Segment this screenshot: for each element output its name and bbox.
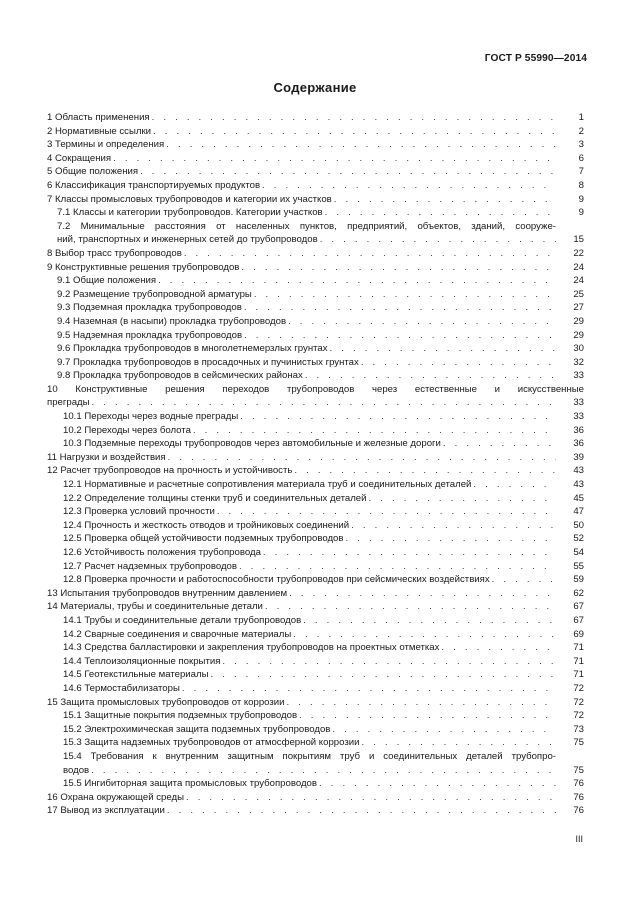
toc-entry-text: 10.2 Переходы через болота — [63, 424, 191, 436]
toc-entry-text: 12.2 Определение толщины стенки труб и соединительных деталей — [63, 492, 367, 504]
toc-entry-text: 12.8 Проверка прочности и работоспособности трубопроводов при сейсмических воздействиях — [63, 574, 490, 586]
toc-entry[interactable] — [47, 587, 584, 601]
dot-leader — [186, 791, 556, 805]
toc-entry[interactable] — [47, 179, 584, 193]
toc-entry-page: 67 — [573, 614, 584, 626]
toc-entry[interactable] — [47, 682, 584, 696]
dot-leader — [325, 206, 556, 220]
toc-entry[interactable] — [47, 410, 584, 424]
toc-entry-text: 12.4 Прочность и жесткость отводов и тройниковых соединений — [63, 519, 350, 531]
toc-entry[interactable] — [47, 274, 584, 288]
toc-entry[interactable] — [47, 573, 584, 587]
toc-entry[interactable] — [47, 478, 584, 492]
toc-entry[interactable] — [47, 383, 584, 410]
toc-entry-page: 43 — [573, 465, 584, 477]
toc-entry-page: 71 — [573, 642, 584, 654]
toc-entry-text: 15 Защита промысловых трубопроводов от коррозии — [47, 696, 285, 708]
toc-entry[interactable] — [47, 342, 584, 356]
toc-entry-page: 33 — [573, 397, 584, 409]
toc-entry-page: 45 — [573, 492, 584, 504]
toc-entry-page: 33 — [573, 411, 584, 423]
toc-entry-page: 43 — [573, 479, 584, 491]
toc-entry-text: 10.1 Переходы через водные преграды — [63, 411, 239, 423]
toc-entry[interactable] — [47, 220, 584, 247]
dot-leader — [289, 587, 556, 601]
dot-leader — [334, 193, 556, 207]
dot-leader — [167, 804, 556, 818]
toc-entry[interactable] — [47, 329, 584, 343]
toc-entry-page: 75 — [573, 737, 584, 749]
toc-entry-page: 71 — [573, 669, 584, 681]
toc-entry[interactable] — [47, 560, 584, 574]
toc-entry-page: 54 — [573, 547, 584, 558]
toc-entry[interactable] — [47, 655, 584, 669]
toc-entry-page: 76 — [573, 805, 584, 817]
toc-entry-page: 32 — [573, 356, 584, 368]
toc-entry-text: 14.6 Термостабилизаторы — [63, 682, 180, 694]
dot-leader — [443, 437, 556, 451]
toc-entry[interactable] — [47, 206, 584, 220]
toc-entry-text: 2 Нормативные ссылки — [47, 125, 152, 137]
toc-entry-text: 9.8 Прокладка трубопроводов в сейсмических районах — [57, 370, 303, 382]
toc-entry-page: 25 — [573, 288, 584, 300]
dot-leader — [210, 668, 556, 682]
toc-entry-page: 27 — [573, 302, 584, 314]
toc-entry[interactable] — [47, 519, 584, 533]
toc-entry-page: 9 — [578, 207, 584, 219]
toc-entry[interactable] — [47, 696, 584, 710]
dot-leader — [332, 723, 556, 737]
dot-leader — [182, 682, 556, 696]
toc-entry[interactable] — [47, 288, 584, 302]
toc-entry-text: 14.2 Сварные соединения и сварочные материалы — [63, 628, 292, 640]
dot-leader — [244, 301, 556, 315]
toc-entry-page: 72 — [573, 696, 584, 708]
dot-leader — [262, 179, 556, 193]
dot-leader — [288, 315, 556, 329]
toc-entry-page: 59 — [573, 574, 584, 586]
toc-entry-text: 12.7 Расчет надземных трубопроводов — [63, 560, 237, 572]
dot-leader — [91, 764, 556, 778]
toc-entry[interactable] — [47, 641, 584, 655]
page-number: III — [575, 834, 583, 844]
toc-entry-text: 9 Конструктивные решения трубопроводов — [47, 261, 240, 273]
toc-entry-text: 12 Расчет трубопроводов на прочность и устойчивость — [47, 465, 293, 477]
toc-entry[interactable] — [47, 723, 584, 737]
dot-leader — [222, 655, 556, 669]
toc-entry-page: 50 — [573, 519, 584, 531]
dot-leader — [92, 396, 556, 410]
toc-entry-text: 9.1 Общие положения — [57, 275, 157, 287]
dot-leader — [361, 356, 556, 370]
toc-entry[interactable] — [47, 600, 584, 614]
toc-entry-text: 15.4 Требования к внутренним защитным покрытиям труб и соединительных деталей трубопро- — [63, 750, 556, 762]
toc-entry-page: 55 — [573, 560, 584, 572]
toc-entry[interactable] — [47, 125, 584, 139]
toc-entry-text: 3 Термины и определения — [47, 139, 165, 151]
dot-leader — [299, 709, 556, 723]
toc-entry[interactable] — [47, 437, 584, 451]
dot-leader — [293, 628, 556, 642]
dot-leader — [241, 261, 556, 275]
toc-entry[interactable] — [47, 546, 584, 560]
dot-leader — [244, 329, 556, 343]
document-code-header: ГОСТ Р 55990—2014 — [484, 53, 587, 64]
toc-entry-page: 3 — [578, 139, 584, 151]
toc-entry[interactable] — [47, 369, 584, 383]
toc-entry-text: 15.1 Защитные покрытия подземных трубопроводов — [63, 710, 298, 722]
toc-entry[interactable] — [47, 111, 584, 125]
toc-entry-text: 14.3 Средства балластировки и закрепления трубопроводов на проектных отметках — [63, 642, 440, 654]
dot-leader — [351, 519, 556, 533]
dot-leader — [361, 736, 556, 750]
toc-entry-text: 1 Область применения — [47, 112, 150, 123]
toc-entry-page: 30 — [573, 343, 584, 355]
dot-leader — [330, 342, 556, 356]
toc-entry[interactable] — [47, 736, 584, 750]
toc-entry[interactable] — [47, 668, 584, 682]
toc-entry-page: 7 — [578, 166, 584, 178]
toc-entry-continuation: ний, транспортных и инженерных сетей до трубопроводов — [57, 234, 318, 246]
toc-entry-text: 6 Классификация транспортируемых продуктов — [47, 179, 261, 191]
toc-entry[interactable] — [47, 315, 584, 329]
toc-entry-page: 76 — [573, 778, 584, 790]
toc-entry-page: 29 — [573, 329, 584, 341]
toc-entry-page: 9 — [578, 193, 584, 205]
dot-leader — [492, 573, 556, 587]
dot-leader — [158, 274, 556, 288]
toc-entry-continuation: водов — [63, 764, 90, 776]
toc-entry[interactable] — [47, 505, 584, 519]
toc-entry-text: 7.1 Классы и категории трубопроводов. Категории участков — [57, 207, 323, 219]
toc-entry[interactable] — [47, 138, 584, 152]
toc-entry[interactable] — [47, 193, 584, 207]
dot-leader — [265, 600, 556, 614]
toc-entry-page: 24 — [573, 275, 584, 287]
page-title: Содержание — [273, 80, 357, 95]
toc-entry-text: 10.3 Подземные переходы трубопроводов через автомобильные и железные дороги — [63, 438, 441, 450]
dot-leader — [294, 464, 556, 478]
dot-leader — [319, 777, 556, 791]
toc-entry-text: 10 Конструктивные решения переходов трубопроводов через естественные и искусственные — [47, 383, 584, 395]
table-of-contents — [47, 111, 584, 818]
toc-entry[interactable] — [47, 709, 584, 723]
dot-leader — [193, 424, 556, 438]
toc-entry-text: 13 Испытания трубопроводов внутренним давлением — [47, 587, 288, 599]
toc-entry-page: 36 — [573, 438, 584, 450]
toc-entry-page: 69 — [573, 628, 584, 640]
toc-entry-page: 36 — [573, 424, 584, 436]
toc-entry[interactable] — [47, 532, 584, 546]
toc-entry-page: 2 — [578, 125, 584, 137]
dot-leader — [441, 641, 556, 655]
toc-entry[interactable] — [47, 804, 584, 818]
toc-entry-text: 15.5 Ингибиторная защита промысловых трубопроводов — [63, 778, 317, 790]
toc-entry-text: 9.6 Прокладка трубопроводов в многолетнемерзлых грунтах — [57, 343, 328, 355]
toc-entry-text: 14.5 Геотекстильные материалы — [63, 669, 209, 681]
toc-entry-page: 75 — [573, 764, 584, 776]
toc-entry-text: 12.1 Нормативные и расчетные сопротивления материала труб и соединительных деталей — [63, 479, 472, 491]
toc-entry-page: 39 — [573, 451, 584, 463]
toc-entry-text: 9.2 Размещение трубопроводной арматуры — [57, 288, 252, 300]
toc-entry-page: 22 — [573, 247, 584, 259]
dot-leader — [113, 152, 556, 166]
toc-entry-page: 76 — [573, 791, 584, 803]
toc-entry-text: 7 Классы промысловых трубопроводов и категории их участков — [47, 193, 332, 205]
toc-entry-page: 71 — [573, 655, 584, 667]
toc-entry[interactable] — [47, 165, 584, 179]
toc-entry-page: 8 — [578, 179, 584, 191]
toc-entry-text: 11 Нагрузки и воздействия — [47, 451, 166, 463]
toc-entry[interactable] — [47, 614, 584, 628]
dot-leader — [140, 165, 556, 179]
toc-entry-text: 12.5 Проверка общей устойчивости подземных трубопроводов — [63, 533, 344, 545]
toc-entry-text: 17 Вывод из эксплуатации — [47, 805, 165, 817]
toc-entry[interactable] — [47, 261, 584, 275]
toc-entry-text: 9.7 Прокладка трубопроводов в просадочных и пучинистых грунтах — [57, 356, 359, 368]
toc-entry-page: 15 — [573, 234, 584, 246]
toc-entry-page: 62 — [573, 587, 584, 599]
toc-entry-continuation: преграды — [47, 397, 90, 409]
toc-entry-page: 47 — [573, 506, 584, 518]
dot-leader — [153, 125, 556, 139]
toc-entry-page: 72 — [573, 682, 584, 694]
toc-entry-text: 15.2 Электрохимическая защита подземных трубопроводов — [63, 723, 331, 735]
toc-entry-page: 29 — [573, 315, 584, 327]
toc-entry[interactable] — [47, 301, 584, 315]
toc-entry-text: 14.4 Теплоизоляционные покрытия — [63, 655, 221, 667]
toc-entry-text: 7.2 Минимальные расстояния от населенных пунктов, предприятий, объектов, зданий, сооруже- — [57, 220, 556, 232]
dot-leader — [239, 560, 556, 574]
toc-entry[interactable] — [47, 492, 584, 506]
toc-entry-text: 9.4 Наземная (в насыпи) прокладка трубопроводов — [57, 315, 287, 327]
toc-entry-page: 72 — [573, 710, 584, 722]
dot-leader — [240, 410, 556, 424]
toc-entry[interactable] — [47, 356, 584, 370]
toc-entry-page: 6 — [578, 152, 584, 164]
dot-leader — [184, 247, 556, 261]
dot-leader — [303, 614, 556, 628]
toc-entry-page: 24 — [573, 261, 584, 273]
toc-entry[interactable] — [47, 424, 584, 438]
dot-leader — [473, 478, 556, 492]
toc-entry[interactable] — [47, 791, 584, 805]
toc-entry-text: 5 Общие положения — [47, 166, 139, 178]
toc-entry-page: 33 — [573, 370, 584, 382]
toc-entry-page: 52 — [573, 533, 584, 545]
dot-leader — [254, 288, 556, 302]
dot-leader — [369, 492, 557, 506]
toc-entry-text: 4 Сокращения — [47, 152, 112, 164]
toc-entry[interactable] — [47, 152, 584, 166]
toc-entry[interactable] — [47, 777, 584, 791]
toc-entry-page: 1 — [578, 112, 584, 123]
dot-leader — [217, 505, 556, 519]
toc-entry[interactable] — [47, 247, 584, 261]
toc-entry-page: 73 — [573, 723, 584, 735]
dot-leader — [166, 138, 556, 152]
dot-leader — [152, 111, 556, 125]
toc-entry-text: 14 Материалы, трубы и соединительные детали — [47, 601, 263, 613]
toc-entry-text: 9.3 Подземная прокладка трубопроводов — [57, 302, 242, 314]
toc-entry[interactable] — [47, 451, 584, 465]
dot-leader — [263, 546, 556, 560]
toc-entry[interactable] — [47, 750, 584, 777]
dot-leader — [168, 451, 556, 465]
toc-entry-page: 67 — [573, 601, 584, 613]
toc-entry[interactable] — [47, 628, 584, 642]
toc-entry-text: 12.6 Устойчивость положения трубопровода — [63, 547, 261, 558]
toc-entry[interactable] — [47, 464, 584, 478]
dot-leader — [345, 532, 556, 546]
toc-entry-text: 16 Охрана окружающей среды — [47, 791, 184, 803]
dot-leader — [287, 696, 556, 710]
toc-entry-text: 9.5 Надземная прокладка трубопроводов — [57, 329, 243, 341]
dot-leader — [305, 369, 556, 383]
toc-entry-text: 8 Выбор трасс трубопроводов — [47, 247, 182, 259]
toc-entry-text: 15.3 Защита надземных трубопроводов от атмосферной коррозии — [63, 737, 360, 749]
dot-leader — [320, 233, 556, 247]
toc-entry-text: 14.1 Трубы и соединительные детали трубопроводов — [63, 614, 302, 626]
toc-entry-text: 12.3 Проверка условий прочности — [63, 506, 215, 518]
